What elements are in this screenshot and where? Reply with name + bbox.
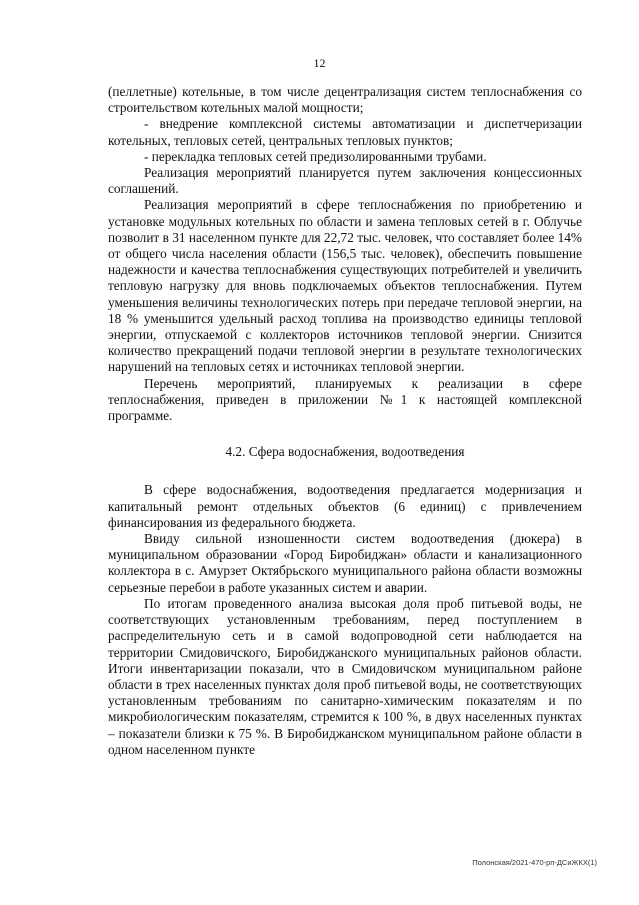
section-paragraph-2: Ввиду сильной изношенности систем водоотведения (дюкера) в муниципальном образовании «Город Биробиджан» области и канализационного коллектора в с. Амурзет Октябрьского муниципального района области возможны серьезные перебои в работе указанных систем и аварии. bbox=[108, 531, 582, 595]
document-footer: Полонская/2021-470-рп-ДСиЖКХ(1) bbox=[472, 858, 597, 867]
paragraph-3: - перекладка тепловых сетей предизолированными трубами. bbox=[144, 148, 487, 164]
paragraph-4: Реализация мероприятий планируется путем заключения концессионных соглашений. bbox=[108, 165, 582, 197]
paragraph-6: Перечень мероприятий, планируемых к реализации в сфере теплоснабжения, приведен в приложении №1 к настоящей комплексной программе. bbox=[108, 375, 582, 424]
page-number: 12 bbox=[313, 56, 326, 70]
section-paragraph-1: В сфере водоснабжения, водоотведения предлагается модернизация и капитальный ремонт отдельных объектов (6 единиц) с привлечением финансирования из федерального бюджета. bbox=[108, 482, 582, 530]
section-heading: 4.2. Сфера водоснабжения, водоотведения bbox=[225, 444, 465, 460]
paragraph-1: (пеллетные) котельные, в том числе децентрализация систем теплоснабжения со строительством котельных малой мощности; bbox=[108, 84, 582, 116]
document-body bbox=[108, 84, 582, 758]
section-paragraph-3: По итогам проведенного анализа высокая доля проб питьевой воды, не соответствующих установленным требованиям, перед поступлением в распределительную сеть и в самой водопроводной сети наблюдается на территории Смидовичского, Биробиджанского муниципальных районов области. Итоги инвентаризации показали, что в Смидовичском муниципальном районе области в трех населенных пунктах доля проб питьевой воды, не соответствующих установленным требованиям по санитарно-химическим показателям и по микробиологическим показателям, стремится к 100 %, в двух населенных пунктах – показатели близки к 75 %. В Биробиджанском муниципальном районе области в одном населенном пункте bbox=[108, 595, 582, 757]
paragraph-5: Реализация мероприятий в сфере теплоснабжения по приобретению и установке модульных котельных по области и замена тепловых сетей в г. Облучье позволит в 31 населенном пункте для 22,72 тыс. человек, что составляет более 14% от общего числа населения области (156,5 тыс. человек), обеспечить повышение надежности и качества теплоснабжения существующих потребителей и увеличить тепловую нагрузку для вновь подключаемых объектов теплоснабжения. Путем уменьшения величины технологических потерь при передаче тепловой энергии, на 18 % уменьшится удельный расход топлива на производство единицы тепловой энергии, отпускаемой с коллекторов источников тепловой энергии. Снизится количество прекращений подачи тепловой энергии в результате технологических нарушений на тепловых сетях и источниках тепловой энергии. bbox=[108, 197, 582, 375]
paragraph-2: - внедрение комплексной системы автоматизации и диспетчеризации котельных, тепловых сетей, центральных тепловых пунктов; bbox=[108, 116, 582, 148]
